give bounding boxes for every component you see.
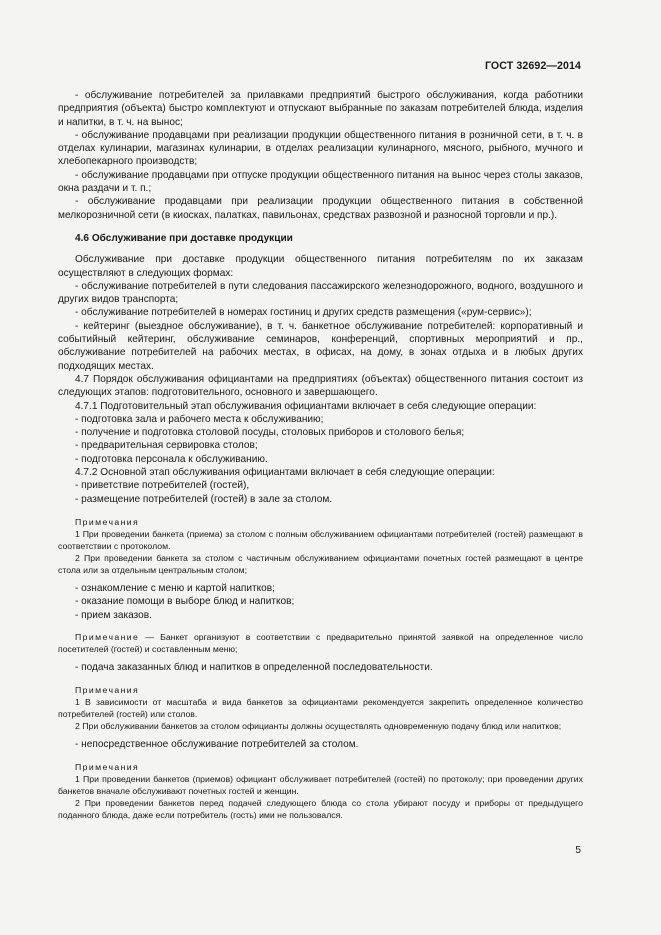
list-item: - обслуживание продавцами при реализации продукции общественного питания в розничной сети, в т. ч. в отделах кулинарии, магазинах кулинарии, в отделах реализации кулинарного, мясного, рыбного, мучного и хлебопекарного производств;	[58, 129, 583, 168]
note-item: 2 При проведении банкетов перед подачей следующего блюда со стола убирают посуду и приборы от предыдущего поданного блюда, даже если потребитель (гость) ими не пользовался.	[58, 798, 583, 821]
note-item: 1 При проведении банкета (приема) за столом с полным обслуживанием официантами потребителей (гостей) размещают в соответствии с протоколом.	[58, 528, 583, 551]
list-item: - обслуживание продавцами при отпуске продукции общественного питания на вынос через столы заказов, окна раздачи и т. п.;	[58, 169, 583, 195]
list-item: - получение и подготовка столовой посуды, столовых приборов и столового белья;	[75, 427, 465, 439]
note-label: Примечание	[75, 631, 140, 642]
list-item: - кейтеринг (выездное обслуживание), в т. ч. банкетное обслуживание потребителей: корпоративный и событийный кейтеринг, обслуживание семинаров, конференций, спортивных мероприятий и пр., обслуживание потребителей на рабочих местах, в офисах, на дому, в зонах отдыха и в любых других подходящих местах.	[58, 320, 583, 372]
list-item: - оказание помощи в выборе блюд и напитков;	[75, 596, 295, 608]
notes-title: Примечания	[75, 762, 140, 773]
list-item: - ознакомление с меню и картой напитков;	[75, 582, 275, 594]
list-item: - предварительная сервировка столов;	[75, 440, 258, 452]
section-heading-4-6: 4.6 Обслуживание при доставке продукции	[75, 232, 293, 244]
document-body	[58, 89, 583, 821]
list-item: - приветствие потребителей (гостей),	[75, 480, 250, 492]
list-item: - подача заказанных блюд и напитков в определенной последовательности.	[75, 661, 433, 673]
note-item: 1 В зависимости от масштаба и вида банкетов за официантами рекомендуется закрепить определенное количество потребителей (гостей) или столов.	[58, 697, 583, 720]
list-item: - непосредственное обслуживание потребителей за столом.	[75, 739, 359, 751]
single-note	[58, 631, 583, 655]
notes-title: Примечания	[75, 516, 140, 527]
paragraph: Обслуживание при доставке продукции общественного питания потребителям по их заказам осуществляют в следующих формах:	[58, 254, 583, 279]
notes-title: Примечания	[75, 685, 140, 696]
paragraph-4-7: 4.7 Порядок обслуживания официантами на предприятиях (объектах) общественного питания состоит из следующих этапов: подготовительного, основного и завершающего.	[58, 373, 583, 399]
list-item: - прием заказов.	[75, 609, 152, 621]
paragraph-4-7-2: 4.7.2 Основной этап обслуживания официантами включает в себя следующие операции:	[75, 467, 495, 479]
list-item: - обслуживание потребителей в номерах гостиниц и других средств размещения («рум-сервис»);	[75, 307, 532, 319]
paragraph-4-7-1: 4.7.1 Подготовительный этап обслуживания официантами включает в себя следующие операции:	[75, 400, 537, 412]
page-number: 5	[575, 845, 581, 856]
note-item: 2 При обслуживании банкетов за столом официанты должны осуществлять одновременную подачу блюд или напитков;	[75, 721, 562, 732]
list-item: - подготовка персонала к обслуживанию.	[75, 453, 268, 465]
list-item: - обслуживание продавцами при реализации продукции общественного питания в собственной мелкорозничной сети (в киосках, палатках, павильонах, средствах развозной и разносной торговли и пр.).	[58, 196, 583, 221]
list-item: - подготовка зала и рабочего места к обслуживанию;	[75, 413, 324, 425]
note-text: — Банкет организуют в соответствии с предварительно принятой заявкой на определенное число посетителей (гостей) и составленным меню;	[58, 631, 583, 654]
note-item: 1 При проведении банкетов (приемов) официант обслуживает потребителей (гостей) по протоколу; при проведении других банкетов вначале обслуживают почетных гостей и женщин.	[58, 774, 583, 797]
list-item: - обслуживание потребителей за прилавками предприятий быстрого обслуживания, когда работники предприятия (объекта) быстро комплектуют и отпускают выбранные по заказам потребителей блюда, изделия и напитки, в т. ч. на вынос;	[58, 90, 583, 128]
note-item: 2 При проведении банкета за столом с частичным обслуживанием официантами почетных гостей размещают в центре стола или за отдельным центральным столом;	[58, 552, 583, 575]
standard-number: ГОСТ 32692—2014	[484, 60, 581, 72]
list-item: - обслуживание потребителей в пути следования пассажирского железнодорожного, водного, воздушного и других видов транспорта;	[58, 280, 583, 306]
list-item: - размещение потребителей (гостей) в зале за столом.	[75, 493, 333, 505]
